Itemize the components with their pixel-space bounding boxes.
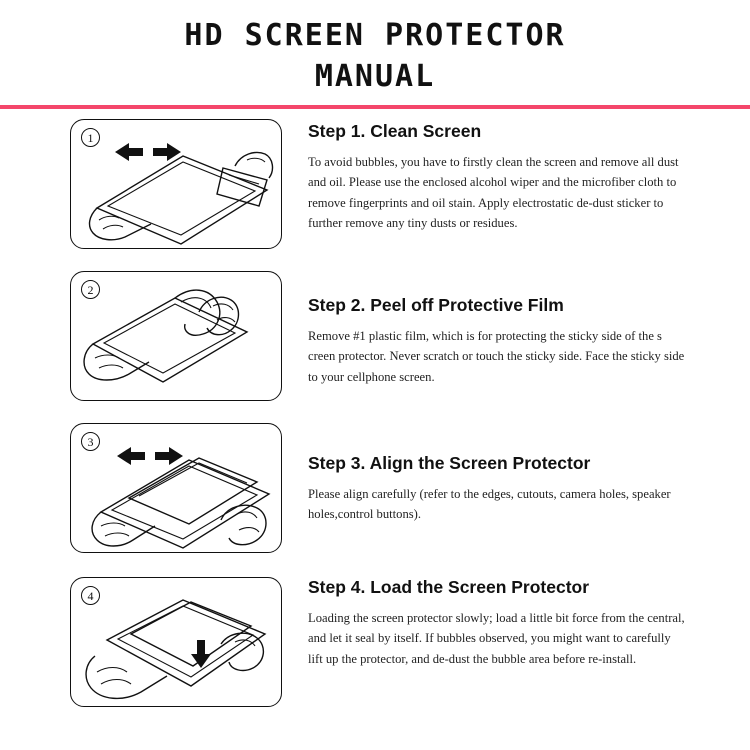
document-title-block	[0, 0, 750, 97]
title-divider	[0, 105, 750, 109]
step-2-body: Remove #1 plastic film, which is for protecting the sticky side of the s creen protector. Never scratch or touch the sticky side. Face the sticky side to your cellphone screen.	[308, 329, 685, 384]
step-1-text	[282, 119, 736, 234]
step-1-body: To avoid bubbles, you have to firstly clean the screen and remove all dust and oil. Please use the enclosed alcohol wiper and the microfiber cloth to remove fingerprints and oil stain. Apply electrostatic de-dust sticker to further remove any tiny dusts or residues.	[308, 155, 679, 231]
step-item	[0, 577, 750, 707]
step-item	[0, 271, 750, 401]
step-3-number: 3	[81, 432, 100, 451]
step-4-number: 4	[81, 586, 100, 605]
page-title-line-1: HD SCREEN PROTECTOR	[184, 18, 566, 53]
load-protector-figure-icon	[71, 578, 282, 707]
step-1-illustration	[70, 119, 282, 249]
step-1-number: 1	[81, 128, 100, 147]
peel-film-figure-icon	[71, 272, 282, 401]
step-2-text	[282, 271, 736, 387]
step-4-text	[282, 577, 736, 669]
step-2-heading: Step 2. Peel off Protective Film	[308, 295, 564, 315]
clean-screen-figure-icon	[71, 120, 282, 249]
step-3-illustration	[70, 423, 282, 553]
step-item	[0, 423, 750, 553]
align-protector-figure-icon	[71, 424, 282, 553]
step-2-number: 2	[81, 280, 100, 299]
step-4-illustration	[70, 577, 282, 707]
step-4-heading: Step 4. Load the Screen Protector	[308, 577, 590, 597]
step-item	[0, 119, 750, 249]
step-1-heading: Step 1. Clean Screen	[308, 121, 482, 141]
step-4-body: Loading the screen protector slowly; load a little bit force from the central, and let it seal by itself. If bubbles observed, you might want to carefully lift up the protector, and de-dust the bubble area before re-install.	[308, 611, 685, 666]
step-3-text	[282, 423, 736, 525]
steps-list	[0, 119, 750, 707]
step-3-heading: Step 3. Align the Screen Protector	[308, 453, 591, 473]
page-title-line-2: MANUAL	[314, 58, 436, 94]
step-3-body: Please align carefully (refer to the edges, cutouts, camera holes, speaker holes,control buttons).	[308, 487, 671, 522]
step-2-illustration	[70, 271, 282, 401]
